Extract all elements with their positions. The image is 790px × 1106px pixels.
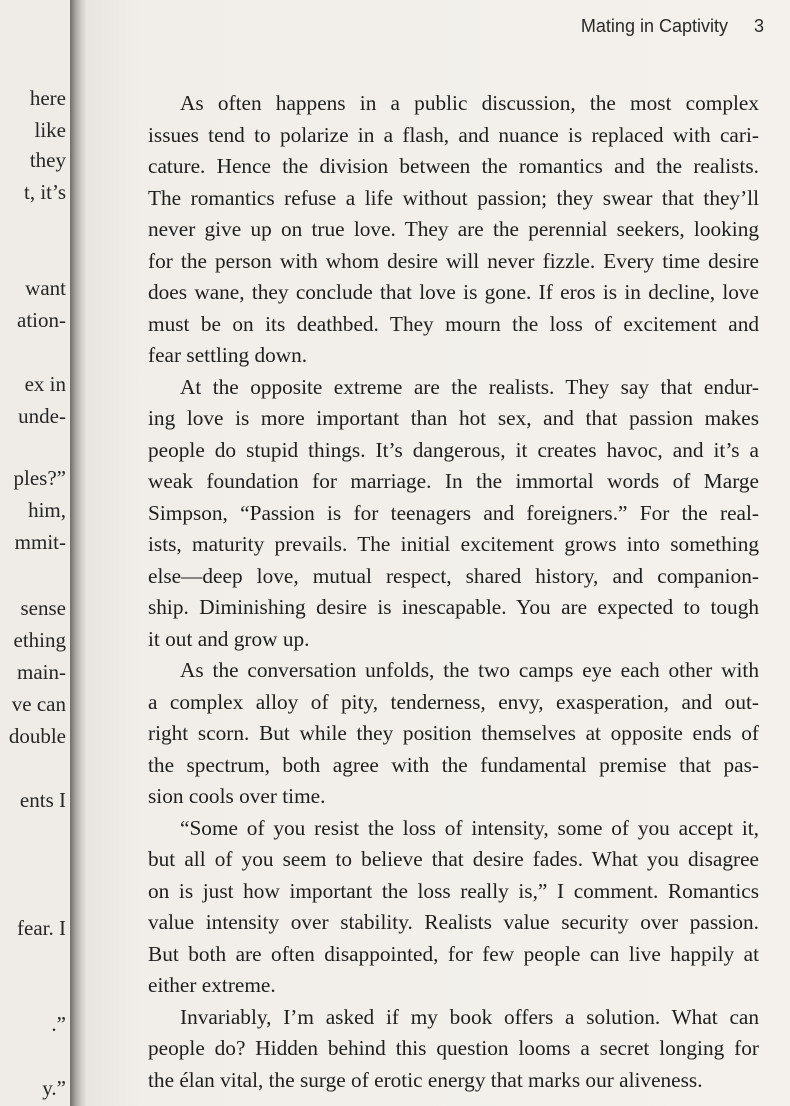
- left-page-fragment: unde-: [18, 404, 66, 428]
- text-line: weak foundation for marriage. In the immortal words of Marge: [148, 469, 759, 493]
- text-line: Invariably, I’m asked if my book offers a solution. What can: [180, 1004, 759, 1029]
- text-line: ship. Diminishing desire is inescapable. You are expected to tough: [148, 595, 759, 619]
- paragraph: [148, 655, 759, 813]
- text-line: the élan vital, the surge of erotic energy that marks our aliveness.: [148, 1067, 703, 1092]
- left-page-fragment: him,: [28, 498, 66, 522]
- text-line: At the opposite extreme are the realists. They say that endur-: [180, 374, 759, 399]
- text-line: As often happens in a public discussion, the most complex: [180, 91, 759, 115]
- text-line: never give up on true love. They are the perennial seekers, looking: [148, 217, 759, 241]
- text-line: cature. Hence the division between the romantics and the realists.: [148, 154, 759, 178]
- text-line: people do stupid things. It’s dangerous, it creates havoc, and it’s a: [148, 437, 759, 462]
- left-page-fragment: here: [29, 86, 66, 110]
- paragraph: [148, 372, 759, 656]
- left-page-fragment: main-: [17, 660, 66, 684]
- left-page-fragment: ation-: [17, 308, 66, 332]
- left-page-fragment: t, it’s: [23, 180, 66, 204]
- left-page-fragment: sense: [20, 596, 66, 620]
- left-page-fragment: ve can: [11, 692, 66, 716]
- left-page-fragment: like: [34, 118, 66, 142]
- text-line: The romantics refuse a life without passion; they swear that they’ll: [148, 185, 759, 210]
- book-gutter: [70, 0, 86, 1106]
- text-line: the spectrum, both agree with the fundamental premise that pas-: [148, 752, 759, 777]
- text-line: fear settling down.: [148, 343, 308, 367]
- text-line: else—deep love, mutual respect, shared history, and companion-: [148, 563, 759, 588]
- text-line: value intensity over stability. Realists value security over passion.: [148, 910, 759, 934]
- book-page: [86, 0, 790, 1106]
- left-page-fragment: ex in: [24, 372, 66, 396]
- paragraph: [148, 1002, 759, 1097]
- text-line: but all of you seem to believe that desire fades. What you disagree: [148, 847, 759, 871]
- text-line: a complex alloy of pity, tenderness, envy, exasperation, and out-: [148, 689, 759, 714]
- left-page-fragment: mmit-: [14, 530, 66, 554]
- text-line: right scorn. But while they position themselves at opposite ends of: [148, 721, 759, 745]
- left-page-fragment: ents I: [19, 788, 66, 812]
- text-line: does wane, they conclude that love is gone. If eros is in decline, love: [148, 280, 759, 304]
- left-page-fragment: want: [25, 276, 66, 300]
- text-line: Simpson, “Passion is for teenagers and foreigners.” For the real-: [148, 500, 759, 525]
- left-page-fragment: they: [29, 148, 66, 172]
- body-text: [148, 88, 759, 1096]
- running-head-title: Mating in Captivity: [580, 16, 728, 36]
- text-line: “Some of you resist the loss of intensity, some of you accept it,: [180, 815, 759, 840]
- text-line: it out and grow up.: [148, 626, 310, 651]
- left-facing-page: [0, 0, 70, 1106]
- running-head: [581, 16, 764, 37]
- left-page-fragment: y.”: [42, 1076, 66, 1100]
- left-page-fragment: double: [8, 724, 66, 748]
- text-line: issues tend to polarize in a flash, and nuance is replaced with cari-: [148, 122, 759, 147]
- text-line: ing love is more important than hot sex, and that passion makes: [148, 406, 759, 430]
- text-line: As the conversation unfolds, the two camps eye each other with: [180, 658, 759, 682]
- left-page-fragment: .”: [51, 1012, 66, 1036]
- text-line: either extreme.: [148, 973, 276, 997]
- paragraph: [148, 88, 759, 372]
- text-line: But both are often disappointed, for few people can live happily at: [148, 941, 759, 966]
- text-line: on is just how important the loss really is,” I comment. Romantics: [148, 878, 759, 903]
- page-number: 3: [753, 16, 764, 36]
- text-line: sion cools over time.: [148, 784, 326, 808]
- text-line: for the person with whom desire will never fizzle. Every time desire: [148, 248, 759, 273]
- text-line: ists, maturity prevails. The initial excitement grows into something: [148, 532, 759, 556]
- left-page-fragment: ething: [13, 628, 66, 652]
- text-line: must be on its deathbed. They mourn the loss of excitement and: [148, 311, 759, 336]
- paragraph: [148, 813, 759, 1002]
- left-page-fragment: ples?”: [13, 466, 66, 490]
- left-page-fragment: fear. I: [17, 916, 66, 940]
- text-line: people do? Hidden behind this question looms a secret longing for: [148, 1036, 759, 1060]
